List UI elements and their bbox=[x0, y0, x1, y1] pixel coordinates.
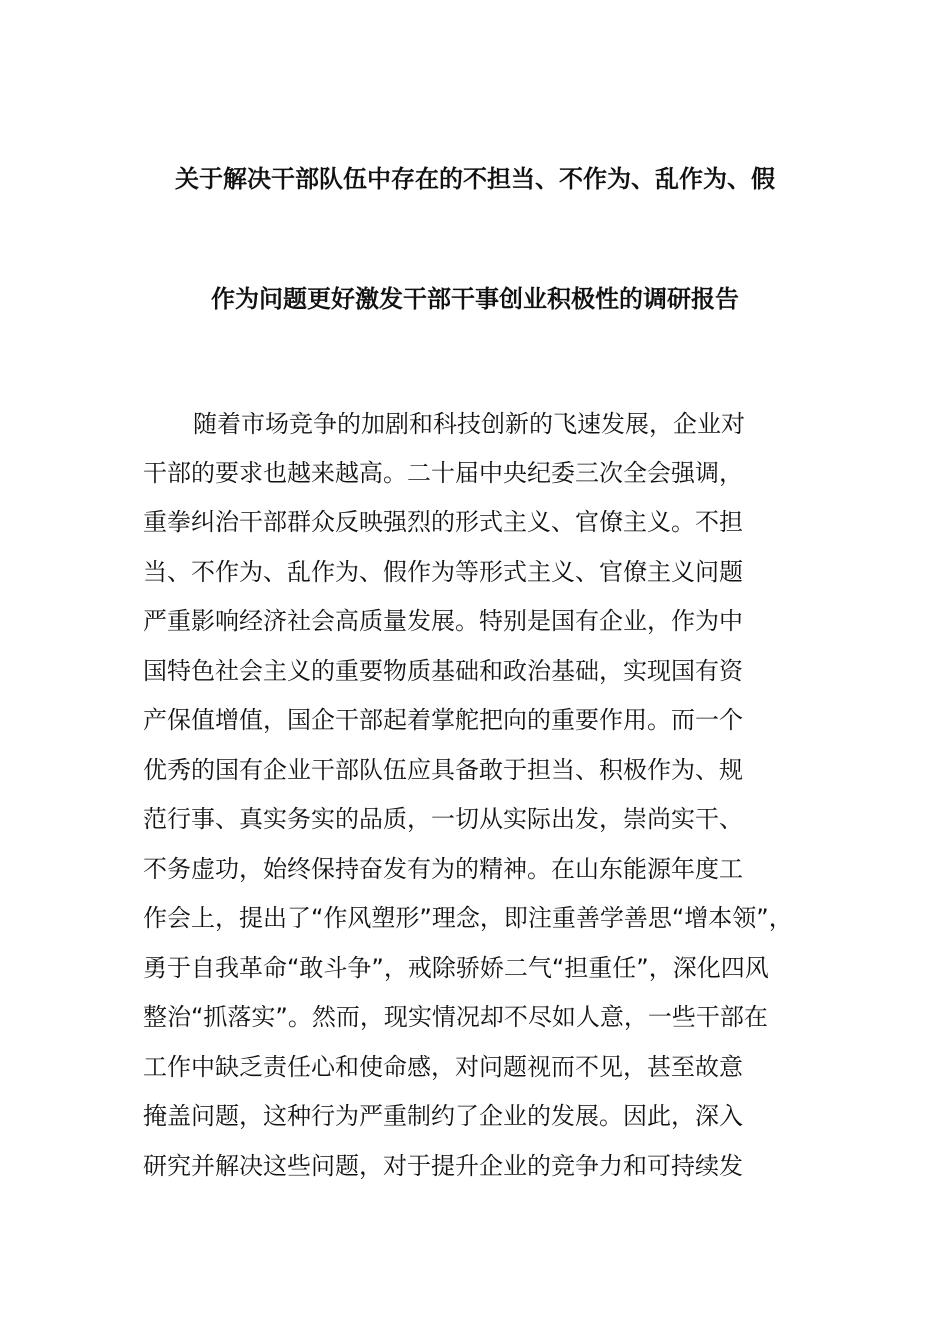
body-line: 不务虚功，始终保持奋发有为的精神。在山东能源年度工 bbox=[143, 855, 743, 883]
body-line: 优秀的国有企业干部队伍应具备敢于担当、积极作为、规 bbox=[143, 756, 743, 784]
body-line: 严重影响经济社会高质量发展。特别是国有企业，作为中 bbox=[143, 607, 743, 635]
body-line: 工作中缺乏责任心和使命感，对问题视而不见，甚至故意 bbox=[143, 1053, 743, 1081]
body-line: 国特色社会主义的重要物质基础和政治基础，实现国有资 bbox=[143, 657, 743, 685]
body-line: 掩盖问题，这种行为严重制约了企业的发展。因此，深入 bbox=[143, 1102, 743, 1130]
body-line: 重拳纠治干部群众反映强烈的形式主义、官僚主义。不担 bbox=[143, 508, 743, 536]
body-line: 勇于自我革命“敢斗争”，戒除骄娇二气“担重任”，深化四风 bbox=[143, 954, 769, 982]
body-line: 当、不作为、乱作为、假作为等形式主义、官僚主义问题 bbox=[143, 558, 743, 586]
body-line: 范行事、真实务实的品质，一切从实际出发，崇尚实干、 bbox=[143, 805, 743, 833]
body-line: 随着市场竞争的加剧和科技创新的飞速发展，企业对 bbox=[193, 410, 745, 438]
document-title-line-2: 作为问题更好激发干部干事创业积极性的调研报告 bbox=[211, 285, 739, 313]
body-line: 产保值增值，国企干部起着掌舵把向的重要作用。而一个 bbox=[143, 706, 743, 734]
body-line: 研究并解决这些问题，对于提升企业的竞争力和可持续发 bbox=[143, 1152, 743, 1180]
body-line: 作会上，提出了“作风塑形”理念，即注重善学善思“增本领”， bbox=[143, 904, 793, 932]
document-title-line-1: 关于解决干部队伍中存在的不担当、不作为、乱作为、假 bbox=[175, 165, 775, 193]
body-line: 整治“抓落实”。然而，现实情况却不尽如人意，一些干部在 bbox=[143, 1003, 768, 1031]
body-line: 干部的要求也越来越高。二十届中央纪委三次全会强调， bbox=[143, 459, 743, 487]
